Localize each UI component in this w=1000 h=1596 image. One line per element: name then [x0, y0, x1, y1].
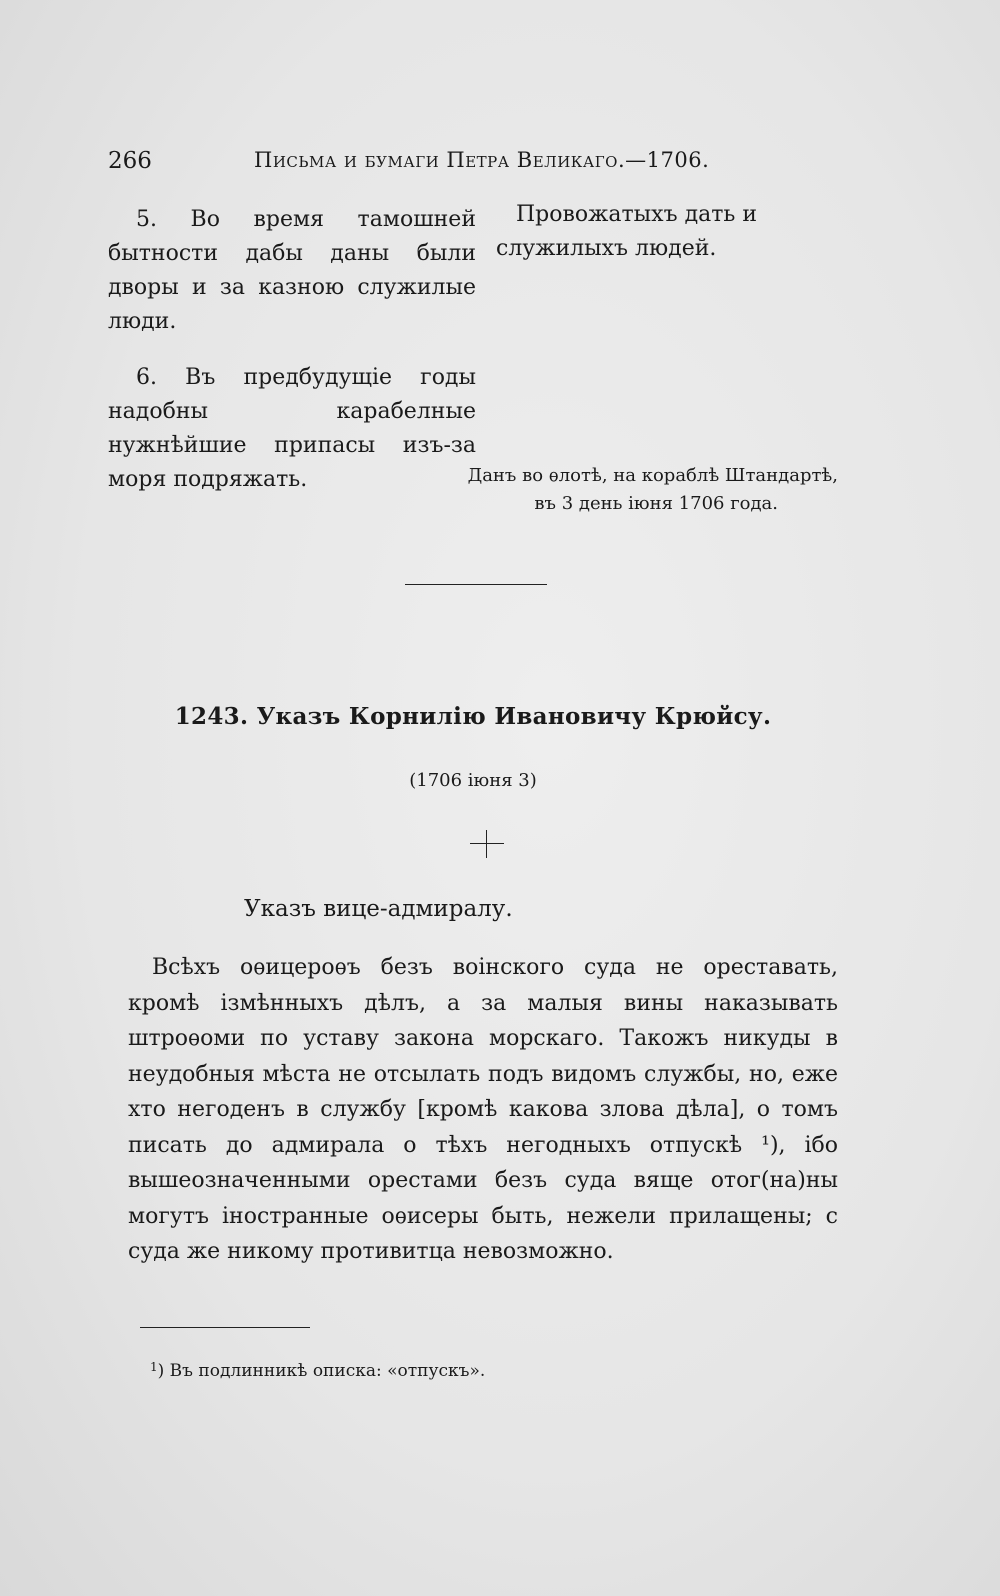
page-number: 266: [108, 148, 152, 174]
document-address: Указъ вице-адмиралу.: [244, 896, 513, 922]
footnote: [150, 1360, 485, 1381]
section-divider: [405, 584, 547, 585]
running-head: [108, 148, 838, 184]
paragraph-item-5: 5. Во время тамошней бытности дабы даны были дворы и за казною служилые люди.: [108, 207, 476, 334]
cross-icon: [470, 830, 504, 858]
footnote-text: ) Въ подлинникѣ описка: «отпускъ».: [157, 1361, 486, 1381]
document-body: Всѣхъ оѳицероѳъ безъ воінского суда не ореставать, кромѣ ізмѣнныхъ дѣлъ, а за малыя вины наказывать штроѳоми по уставу закона морскаго. Такожъ никуды в неудобныя мѣста не отсылать подъ видомъ службы, но, еже хто негоденъ в службу [кромѣ какова злова дѣла], о томъ писать до адмирала о тѣхъ негодныхъ отпускѣ ¹), ібо вышеозначенными орестами безъ суда вяще отог(на)ны могутъ іностранные оѳисеры быть, нежели прилащены; с суда же никому противитца невозможно.: [128, 955, 838, 1264]
dated-line-2: въ 3 день іюня 1706 года.: [534, 493, 778, 514]
right-column: [496, 198, 836, 266]
dated-signature: [430, 462, 838, 518]
dated-line-1: Данъ во ѳлотѣ, на кораблѣ Штандартѣ,: [467, 465, 838, 486]
paragraph-item-6: 6. Въ предбудущіе годы надобны карабелные нужнѣйшие припасы изъ-за моря подряжать.: [108, 365, 476, 492]
footnote-marker: 1: [150, 1360, 158, 1374]
document-title: 1243. Указъ Корнилію Ивановичу Крюйсу.: [174, 703, 772, 730]
footnote-divider: [140, 1327, 310, 1328]
document-date: (1706 іюня 3): [409, 770, 537, 791]
right-column-text: Провожатыхъ дать и служилыхъ людей.: [496, 202, 758, 261]
running-title: Письма и бумаги Петра Великаго.—1706.: [254, 148, 710, 172]
left-column: [108, 203, 476, 519]
